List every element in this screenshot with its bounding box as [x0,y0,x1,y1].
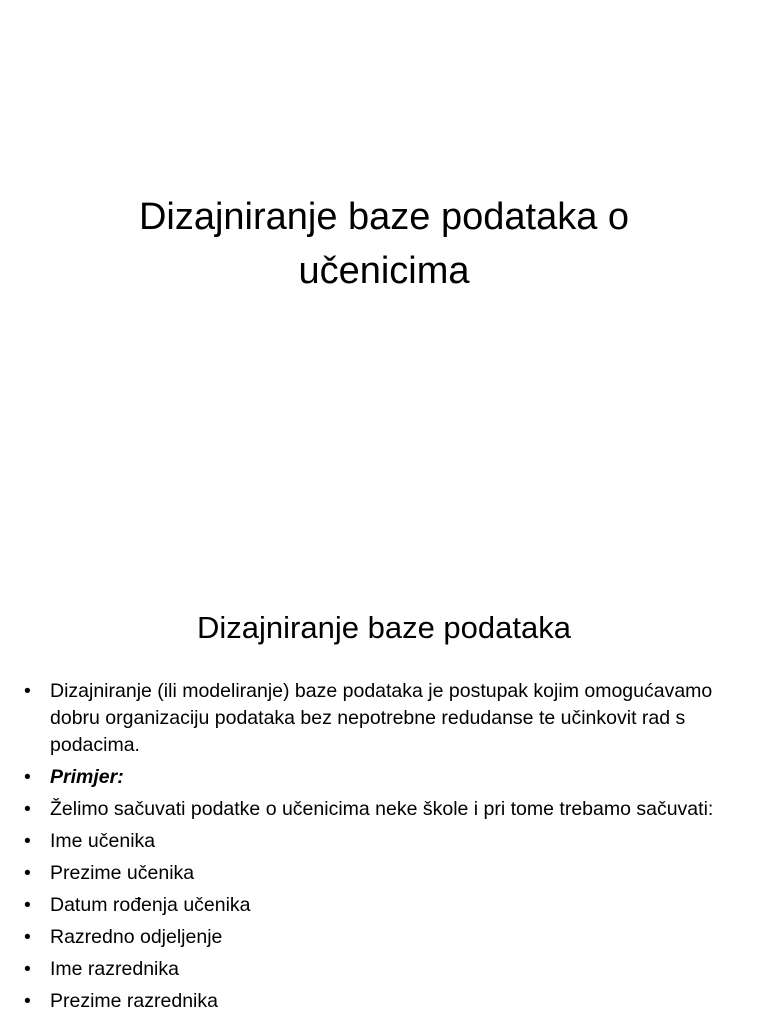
list-item [20,678,728,759]
field-item: Prezime razrednika [50,990,218,1012]
field-item: Prezime učenika [50,862,195,884]
bullet-glyph: • [24,830,31,852]
slide-title [60,190,708,298]
list-item [20,892,728,919]
task-text: Želimo sačuvati podatke o učenicima neke škole i pri tome trebamo sačuvati: [50,798,714,820]
list-item [20,988,728,1015]
list-item [20,860,728,887]
example-colon: : [117,766,124,788]
field-item: Datum rođenja učenika [50,894,251,916]
list-item [20,828,728,855]
bullet-glyph: • [24,862,31,884]
bullet-list [20,678,728,1020]
bullet-glyph: • [24,990,31,1012]
bullet-glyph: • [24,680,31,702]
slide-title-line-1: Dizajniranje baze podataka o [138,196,630,238]
bullet-glyph: • [24,798,31,820]
list-item [20,796,728,823]
field-item: Razredno odjeljenje [50,926,223,948]
bullet-glyph: • [24,894,31,916]
content-heading: Dizajniranje baze podataka [197,610,571,645]
content-slide [0,576,768,1024]
bullet-glyph: • [24,926,31,948]
field-item: Ime učenika [50,830,156,852]
bullet-glyph: • [24,958,31,980]
list-item [20,764,728,791]
slide-title-line-2: učenicima [298,250,470,292]
field-item: Ime razrednika [50,958,179,980]
intro-text: Dizajniranje (ili modeliranje) baze podataka je postupak kojim omogućavamo dobru organizaciju podataka bez nepotrebne redudanse te učinkovit rad s podacima. [50,680,713,756]
list-item [20,924,728,951]
bullet-glyph: • [24,766,31,788]
example-label: Primjer [50,766,118,788]
list-item [20,956,728,983]
